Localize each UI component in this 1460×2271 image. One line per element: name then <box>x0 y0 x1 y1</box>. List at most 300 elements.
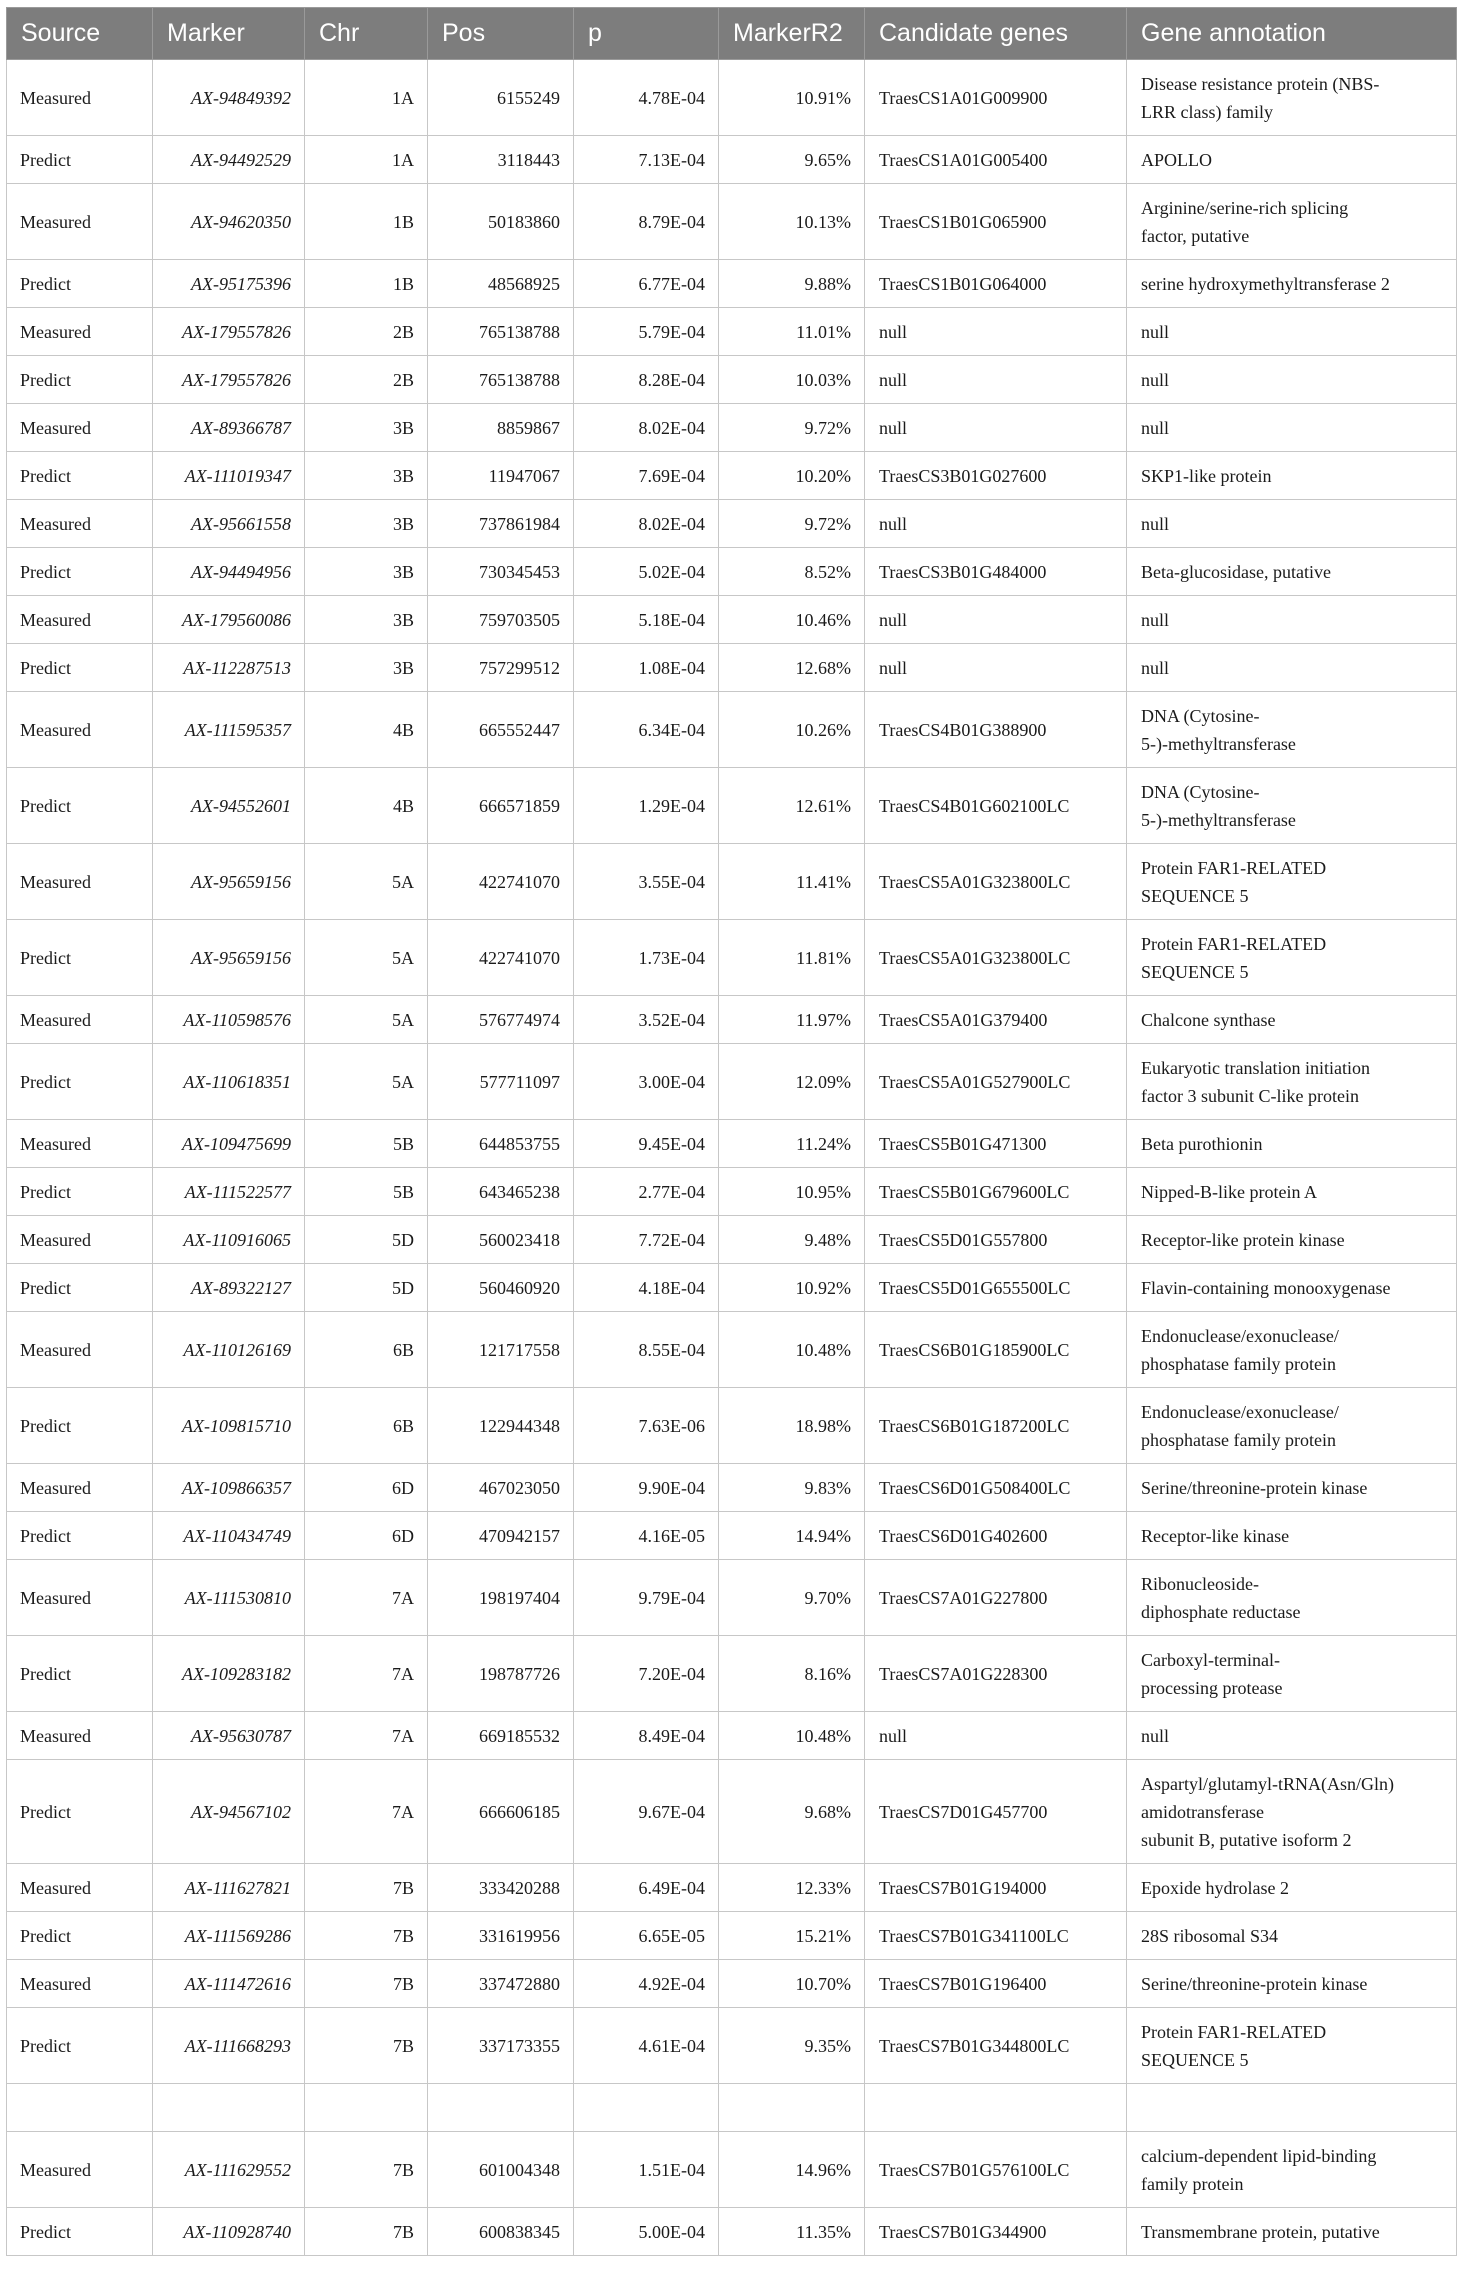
gene-annotation-cell <box>1127 500 1457 548</box>
chr-cell: 5B <box>305 1168 428 1216</box>
p-value-cell: 9.90E-04 <box>574 1464 719 1512</box>
gene-annotation-cell <box>1127 2132 1457 2208</box>
p-value-cell: 4.78E-04 <box>574 60 719 136</box>
chr-cell: 4B <box>305 768 428 844</box>
p-value-cell: 8.49E-04 <box>574 1712 719 1760</box>
gene-annotation-line: Serine/threonine-protein kinase <box>1141 1973 1368 1994</box>
gene-annotation-cell <box>1127 692 1457 768</box>
marker-cell: AX-111569286 <box>153 1912 305 1960</box>
pos-cell: 601004348 <box>428 2132 574 2208</box>
table-row <box>7 404 1457 452</box>
source-cell: Predict <box>7 1912 153 1960</box>
source-cell: Predict <box>7 1388 153 1464</box>
p-value-cell: 6.49E-04 <box>574 1864 719 1912</box>
marker-cell: AX-95630787 <box>153 1712 305 1760</box>
pos-cell: 737861984 <box>428 500 574 548</box>
source-cell: Measured <box>7 1464 153 1512</box>
marker-cell: AX-110434749 <box>153 1512 305 1560</box>
source-cell: Measured <box>7 404 153 452</box>
source-cell: Measured <box>7 1216 153 1264</box>
marker-cell <box>153 2084 305 2132</box>
p-value-cell: 1.73E-04 <box>574 920 719 996</box>
gene-annotation-line: Serine/threonine-protein kinase <box>1141 1477 1368 1498</box>
table-row <box>7 2208 1457 2256</box>
table-row <box>7 1120 1457 1168</box>
pos-cell: 666606185 <box>428 1760 574 1864</box>
gene-annotation-line: SEQUENCE 5 <box>1141 885 1249 906</box>
gene-annotation-line: factor 3 subunit C-like protein <box>1141 1085 1359 1106</box>
pos-cell: 759703505 <box>428 596 574 644</box>
gene-annotation-line: null <box>1141 1725 1170 1746</box>
candidate-gene-cell: null <box>865 404 1127 452</box>
marker-cell: AX-94620350 <box>153 184 305 260</box>
marker-cell: AX-111627821 <box>153 1864 305 1912</box>
gene-annotation-cell <box>1127 996 1457 1044</box>
chr-cell: 7B <box>305 1960 428 2008</box>
candidate-gene-cell: TraesCS6D01G508400LC <box>865 1464 1127 1512</box>
marker-r2-cell: 9.72% <box>719 404 865 452</box>
pos-cell: 470942157 <box>428 1512 574 1560</box>
marker-cell: AX-94849392 <box>153 60 305 136</box>
gene-annotation-line: 5-)-methyltransferase <box>1141 733 1296 754</box>
p-value-cell: 8.55E-04 <box>574 1312 719 1388</box>
table-row <box>7 844 1457 920</box>
gene-annotation-line: phosphatase family protein <box>1141 1353 1336 1374</box>
chr-cell: 7A <box>305 1712 428 1760</box>
gene-annotation-cell <box>1127 548 1457 596</box>
chr-cell: 3B <box>305 500 428 548</box>
marker-r2-cell: 9.70% <box>719 1560 865 1636</box>
table-row <box>7 308 1457 356</box>
gene-annotation-cell <box>1127 920 1457 996</box>
gene-annotation-line: diphosphate reductase <box>1141 1601 1301 1622</box>
p-value-cell: 6.34E-04 <box>574 692 719 768</box>
chr-cell: 1A <box>305 136 428 184</box>
gene-annotation-line: LRR class) family <box>1141 101 1273 122</box>
p-value-cell: 7.69E-04 <box>574 452 719 500</box>
marker-cell: AX-179557826 <box>153 308 305 356</box>
table-row <box>7 1512 1457 1560</box>
table-row <box>7 1560 1457 1636</box>
p-value-cell: 2.77E-04 <box>574 1168 719 1216</box>
gene-annotation-cell <box>1127 1264 1457 1312</box>
table-row <box>7 184 1457 260</box>
p-value-cell: 7.13E-04 <box>574 136 719 184</box>
marker-r2-cell: 9.88% <box>719 260 865 308</box>
marker-r2-cell: 9.48% <box>719 1216 865 1264</box>
candidate-gene-cell: TraesCS5A01G323800LC <box>865 920 1127 996</box>
table-header-row <box>7 8 1457 60</box>
marker-r2-cell: 12.68% <box>719 644 865 692</box>
candidate-gene-cell: TraesCS5D01G557800 <box>865 1216 1127 1264</box>
candidate-gene-cell: TraesCS7B01G576100LC <box>865 2132 1127 2208</box>
gene-annotation-cell <box>1127 1168 1457 1216</box>
column-header-pos: Pos <box>428 8 574 60</box>
p-value-cell: 8.79E-04 <box>574 184 719 260</box>
marker-cell: AX-95175396 <box>153 260 305 308</box>
marker-cell: AX-94492529 <box>153 136 305 184</box>
pos-cell: 8859867 <box>428 404 574 452</box>
chr-cell: 7A <box>305 1760 428 1864</box>
source-cell: Measured <box>7 1712 153 1760</box>
pos-cell: 11947067 <box>428 452 574 500</box>
table-row <box>7 596 1457 644</box>
p-value-cell <box>574 2084 719 2132</box>
marker-r2-cell: 10.13% <box>719 184 865 260</box>
candidate-gene-cell: null <box>865 596 1127 644</box>
marker-cell: AX-109475699 <box>153 1120 305 1168</box>
gene-annotation-line: Disease resistance protein (NBS- <box>1141 73 1380 94</box>
marker-r2-cell: 10.03% <box>719 356 865 404</box>
chr-cell: 3B <box>305 596 428 644</box>
candidate-gene-cell: TraesCS4B01G388900 <box>865 692 1127 768</box>
chr-cell: 6B <box>305 1312 428 1388</box>
pos-cell: 765138788 <box>428 308 574 356</box>
p-value-cell: 1.29E-04 <box>574 768 719 844</box>
chr-cell: 1B <box>305 260 428 308</box>
source-cell: Measured <box>7 1120 153 1168</box>
candidate-gene-cell: TraesCS5B01G471300 <box>865 1120 1127 1168</box>
source-cell: Predict <box>7 1044 153 1120</box>
marker-cell: AX-110126169 <box>153 1312 305 1388</box>
marker-r2-cell: 10.48% <box>719 1712 865 1760</box>
marker-r2-cell: 12.09% <box>719 1044 865 1120</box>
p-value-cell: 9.67E-04 <box>574 1760 719 1864</box>
pos-cell: 576774974 <box>428 996 574 1044</box>
chr-cell: 5A <box>305 996 428 1044</box>
candidate-gene-cell: TraesCS7A01G227800 <box>865 1560 1127 1636</box>
table-row <box>7 1388 1457 1464</box>
gene-annotation-line: Protein FAR1-RELATED <box>1141 933 1327 954</box>
p-value-cell: 4.16E-05 <box>574 1512 719 1560</box>
table-row <box>7 356 1457 404</box>
chr-cell: 1A <box>305 60 428 136</box>
chr-cell: 4B <box>305 692 428 768</box>
pos-cell: 560023418 <box>428 1216 574 1264</box>
source-cell: Measured <box>7 184 153 260</box>
marker-cell: AX-94567102 <box>153 1760 305 1864</box>
marker-cell: AX-110916065 <box>153 1216 305 1264</box>
source-cell: Predict <box>7 356 153 404</box>
chr-cell: 3B <box>305 404 428 452</box>
pos-cell: 333420288 <box>428 1864 574 1912</box>
marker-cell: AX-110598576 <box>153 996 305 1044</box>
gene-annotation-cell <box>1127 1216 1457 1264</box>
table-row <box>7 452 1457 500</box>
gene-annotation-line: amidotransferase <box>1141 1801 1264 1822</box>
chr-cell: 5B <box>305 1120 428 1168</box>
marker-cell: AX-89322127 <box>153 1264 305 1312</box>
candidate-gene-cell: TraesCS1A01G005400 <box>865 136 1127 184</box>
gene-annotation-line: Epoxide hydrolase 2 <box>1141 1877 1289 1898</box>
source-cell: Measured <box>7 2132 153 2208</box>
gene-annotation-line: SEQUENCE 5 <box>1141 961 1249 982</box>
source-cell: Predict <box>7 1168 153 1216</box>
pos-cell: 665552447 <box>428 692 574 768</box>
chr-cell: 6B <box>305 1388 428 1464</box>
gene-annotation-line: Transmembrane protein, putative <box>1141 2221 1380 2242</box>
marker-r2-cell: 11.41% <box>719 844 865 920</box>
table-row <box>7 60 1457 136</box>
marker-cell: AX-110928740 <box>153 2208 305 2256</box>
gene-annotation-cell <box>1127 452 1457 500</box>
gene-annotation-line: Endonuclease/exonuclease/ <box>1141 1401 1339 1422</box>
pos-cell: 3118443 <box>428 136 574 184</box>
source-cell: Measured <box>7 308 153 356</box>
candidate-gene-cell: TraesCS4B01G602100LC <box>865 768 1127 844</box>
pos-cell: 422741070 <box>428 920 574 996</box>
gene-annotation-cell <box>1127 1312 1457 1388</box>
gene-annotation-line: null <box>1141 513 1170 534</box>
marker-cell: AX-95659156 <box>153 920 305 996</box>
p-value-cell: 7.63E-06 <box>574 1388 719 1464</box>
table-row <box>7 920 1457 996</box>
column-header-marker-r2: MarkerR2 <box>719 8 865 60</box>
marker-cell: AX-109283182 <box>153 1636 305 1712</box>
candidate-gene-cell: TraesCS5B01G679600LC <box>865 1168 1127 1216</box>
chr-cell: 6D <box>305 1512 428 1560</box>
gene-annotation-cell <box>1127 2008 1457 2084</box>
chr-cell: 5A <box>305 844 428 920</box>
table-row <box>7 2008 1457 2084</box>
table-row <box>7 2132 1457 2208</box>
pos-cell: 121717558 <box>428 1312 574 1388</box>
gene-annotation-line: Protein FAR1-RELATED <box>1141 2021 1327 2042</box>
source-cell: Measured <box>7 596 153 644</box>
marker-r2-cell: 10.20% <box>719 452 865 500</box>
chr-cell: 3B <box>305 548 428 596</box>
candidate-gene-cell: TraesCS5D01G655500LC <box>865 1264 1127 1312</box>
column-header-marker: Marker <box>153 8 305 60</box>
candidate-gene-cell: TraesCS6B01G187200LC <box>865 1388 1127 1464</box>
marker-r2-cell: 10.26% <box>719 692 865 768</box>
gene-annotation-line: APOLLO <box>1141 149 1212 170</box>
pos-cell: 669185532 <box>428 1712 574 1760</box>
gene-annotation-line: calcium-dependent lipid-binding <box>1141 2145 1377 2166</box>
pos-cell: 198787726 <box>428 1636 574 1712</box>
gene-annotation-line: DNA (Cytosine- <box>1141 781 1260 802</box>
chr-cell: 7B <box>305 2008 428 2084</box>
source-cell: Measured <box>7 60 153 136</box>
gene-annotation-cell <box>1127 260 1457 308</box>
table-row <box>7 260 1457 308</box>
source-cell: Measured <box>7 692 153 768</box>
chr-cell <box>305 2084 428 2132</box>
marker-cell: AX-110618351 <box>153 1044 305 1120</box>
marker-cell: AX-111522577 <box>153 1168 305 1216</box>
candidate-gene-cell: TraesCS7B01G344800LC <box>865 2008 1127 2084</box>
chr-cell: 7A <box>305 1636 428 1712</box>
gene-annotation-cell <box>1127 2208 1457 2256</box>
chr-cell: 5D <box>305 1264 428 1312</box>
source-cell: Measured <box>7 996 153 1044</box>
chr-cell: 7B <box>305 1864 428 1912</box>
table-row <box>7 1712 1457 1760</box>
table-row <box>7 996 1457 1044</box>
p-value-cell: 3.55E-04 <box>574 844 719 920</box>
gene-annotation-line: SKP1-like protein <box>1141 465 1272 486</box>
pos-cell: 331619956 <box>428 1912 574 1960</box>
gene-annotation-line: null <box>1141 657 1170 678</box>
candidate-gene-cell: null <box>865 500 1127 548</box>
marker-r2-cell: 9.83% <box>719 1464 865 1512</box>
p-value-cell: 3.52E-04 <box>574 996 719 1044</box>
source-cell: Predict <box>7 2008 153 2084</box>
candidate-gene-cell: TraesCS7B01G341100LC <box>865 1912 1127 1960</box>
table-row <box>7 768 1457 844</box>
gene-annotation-line: Receptor-like protein kinase <box>1141 1229 1345 1250</box>
candidate-gene-cell <box>865 2084 1127 2132</box>
marker-r2-cell: 8.16% <box>719 1636 865 1712</box>
chr-cell: 6D <box>305 1464 428 1512</box>
chr-cell: 5D <box>305 1216 428 1264</box>
chr-cell: 3B <box>305 452 428 500</box>
gene-annotation-line: subunit B, putative isoform 2 <box>1141 1829 1352 1850</box>
marker-r2-cell: 10.48% <box>719 1312 865 1388</box>
pos-cell <box>428 2084 574 2132</box>
gene-annotation-line: phosphatase family protein <box>1141 1429 1336 1450</box>
p-value-cell: 6.65E-05 <box>574 1912 719 1960</box>
marker-r2-cell: 14.94% <box>719 1512 865 1560</box>
marker-r2-cell: 9.72% <box>719 500 865 548</box>
p-value-cell: 1.51E-04 <box>574 2132 719 2208</box>
marker-r2-cell: 11.81% <box>719 920 865 996</box>
source-cell: Measured <box>7 500 153 548</box>
table-row <box>7 1312 1457 1388</box>
pos-cell: 48568925 <box>428 260 574 308</box>
p-value-cell: 8.02E-04 <box>574 500 719 548</box>
gene-annotation-cell <box>1127 1120 1457 1168</box>
gene-annotation-cell <box>1127 136 1457 184</box>
gene-annotation-line: serine hydroxymethyltransferase 2 <box>1141 273 1390 294</box>
gene-annotation-cell <box>1127 1044 1457 1120</box>
p-value-cell: 5.79E-04 <box>574 308 719 356</box>
source-cell: Predict <box>7 2208 153 2256</box>
table-row <box>7 1464 1457 1512</box>
p-value-cell: 6.77E-04 <box>574 260 719 308</box>
gene-annotation-line: family protein <box>1141 2173 1244 2194</box>
candidate-gene-cell: TraesCS6B01G185900LC <box>865 1312 1127 1388</box>
candidate-gene-cell: null <box>865 644 1127 692</box>
chr-cell: 2B <box>305 356 428 404</box>
table-row <box>7 2084 1457 2132</box>
marker-cell: AX-109815710 <box>153 1388 305 1464</box>
pos-cell: 643465238 <box>428 1168 574 1216</box>
candidate-gene-cell: TraesCS7D01G457700 <box>865 1760 1127 1864</box>
marker-cell: AX-111595357 <box>153 692 305 768</box>
candidate-gene-cell: TraesCS3B01G027600 <box>865 452 1127 500</box>
gene-annotation-cell <box>1127 1464 1457 1512</box>
candidate-gene-cell: null <box>865 1712 1127 1760</box>
marker-r2-cell: 9.68% <box>719 1760 865 1864</box>
p-value-cell: 5.02E-04 <box>574 548 719 596</box>
p-value-cell: 5.00E-04 <box>574 2208 719 2256</box>
gene-annotation-cell <box>1127 1712 1457 1760</box>
candidate-gene-cell: TraesCS5A01G527900LC <box>865 1044 1127 1120</box>
table-row <box>7 1044 1457 1120</box>
chr-cell: 3B <box>305 644 428 692</box>
gene-annotation-line: 5-)-methyltransferase <box>1141 809 1296 830</box>
gene-annotation-line: Receptor-like kinase <box>1141 1525 1290 1546</box>
source-cell: Measured <box>7 1312 153 1388</box>
table-row <box>7 136 1457 184</box>
gene-annotation-line: null <box>1141 369 1170 390</box>
column-header-p: p <box>574 8 719 60</box>
pos-cell: 337472880 <box>428 1960 574 2008</box>
chr-cell: 5A <box>305 1044 428 1120</box>
gene-annotation-cell <box>1127 1512 1457 1560</box>
gene-annotation-line: null <box>1141 609 1170 630</box>
p-value-cell: 7.20E-04 <box>574 1636 719 1712</box>
table-row <box>7 1216 1457 1264</box>
candidate-gene-cell: TraesCS7B01G196400 <box>865 1960 1127 2008</box>
source-cell: Predict <box>7 1636 153 1712</box>
p-value-cell: 5.18E-04 <box>574 596 719 644</box>
table-row <box>7 1168 1457 1216</box>
table-row <box>7 1636 1457 1712</box>
marker-cell: AX-111019347 <box>153 452 305 500</box>
gene-annotation-line: null <box>1141 417 1170 438</box>
p-value-cell: 7.72E-04 <box>574 1216 719 1264</box>
pos-cell: 422741070 <box>428 844 574 920</box>
gene-annotation-cell <box>1127 596 1457 644</box>
marker-cell: AX-111530810 <box>153 1560 305 1636</box>
table-row <box>7 548 1457 596</box>
pos-cell: 644853755 <box>428 1120 574 1168</box>
marker-cell: AX-95661558 <box>153 500 305 548</box>
gene-annotation-cell <box>1127 308 1457 356</box>
marker-cell: AX-111472616 <box>153 1960 305 2008</box>
marker-cell: AX-112287513 <box>153 644 305 692</box>
gene-annotation-line: Chalcone synthase <box>1141 1009 1276 1030</box>
source-cell: Measured <box>7 1960 153 2008</box>
candidate-gene-cell: TraesCS7B01G344900 <box>865 2208 1127 2256</box>
table-body <box>7 60 1457 2256</box>
marker-r2-cell: 10.70% <box>719 1960 865 2008</box>
source-cell: Predict <box>7 452 153 500</box>
gene-annotation-line: Carboxyl-terminal- <box>1141 1649 1280 1670</box>
marker-cell: AX-111668293 <box>153 2008 305 2084</box>
gene-annotation-cell <box>1127 1912 1457 1960</box>
gene-annotation-cell <box>1127 1960 1457 2008</box>
gene-annotation-line: SEQUENCE 5 <box>1141 2049 1249 2070</box>
pos-cell: 6155249 <box>428 60 574 136</box>
marker-r2-cell <box>719 2084 865 2132</box>
source-cell: Measured <box>7 1864 153 1912</box>
gene-annotation-line: Beta purothionin <box>1141 1133 1263 1154</box>
chr-cell: 5A <box>305 920 428 996</box>
source-cell: Predict <box>7 768 153 844</box>
chr-cell: 7B <box>305 1912 428 1960</box>
pos-cell: 337173355 <box>428 2008 574 2084</box>
marker-r2-cell: 14.96% <box>719 2132 865 2208</box>
gene-annotation-line: DNA (Cytosine- <box>1141 705 1260 726</box>
gene-annotation-line: factor, putative <box>1141 225 1250 246</box>
gene-annotation-cell <box>1127 404 1457 452</box>
pos-cell: 122944348 <box>428 1388 574 1464</box>
table-row <box>7 644 1457 692</box>
marker-r2-cell: 8.52% <box>719 548 865 596</box>
chr-cell: 7A <box>305 1560 428 1636</box>
gene-annotation-cell <box>1127 2084 1457 2132</box>
pos-cell: 467023050 <box>428 1464 574 1512</box>
marker-r2-cell: 11.97% <box>719 996 865 1044</box>
chr-cell: 1B <box>305 184 428 260</box>
column-header-gene-annotation: Gene annotation <box>1127 8 1457 60</box>
candidate-gene-cell: TraesCS6D01G402600 <box>865 1512 1127 1560</box>
gene-annotation-line: null <box>1141 321 1170 342</box>
pos-cell: 600838345 <box>428 2208 574 2256</box>
